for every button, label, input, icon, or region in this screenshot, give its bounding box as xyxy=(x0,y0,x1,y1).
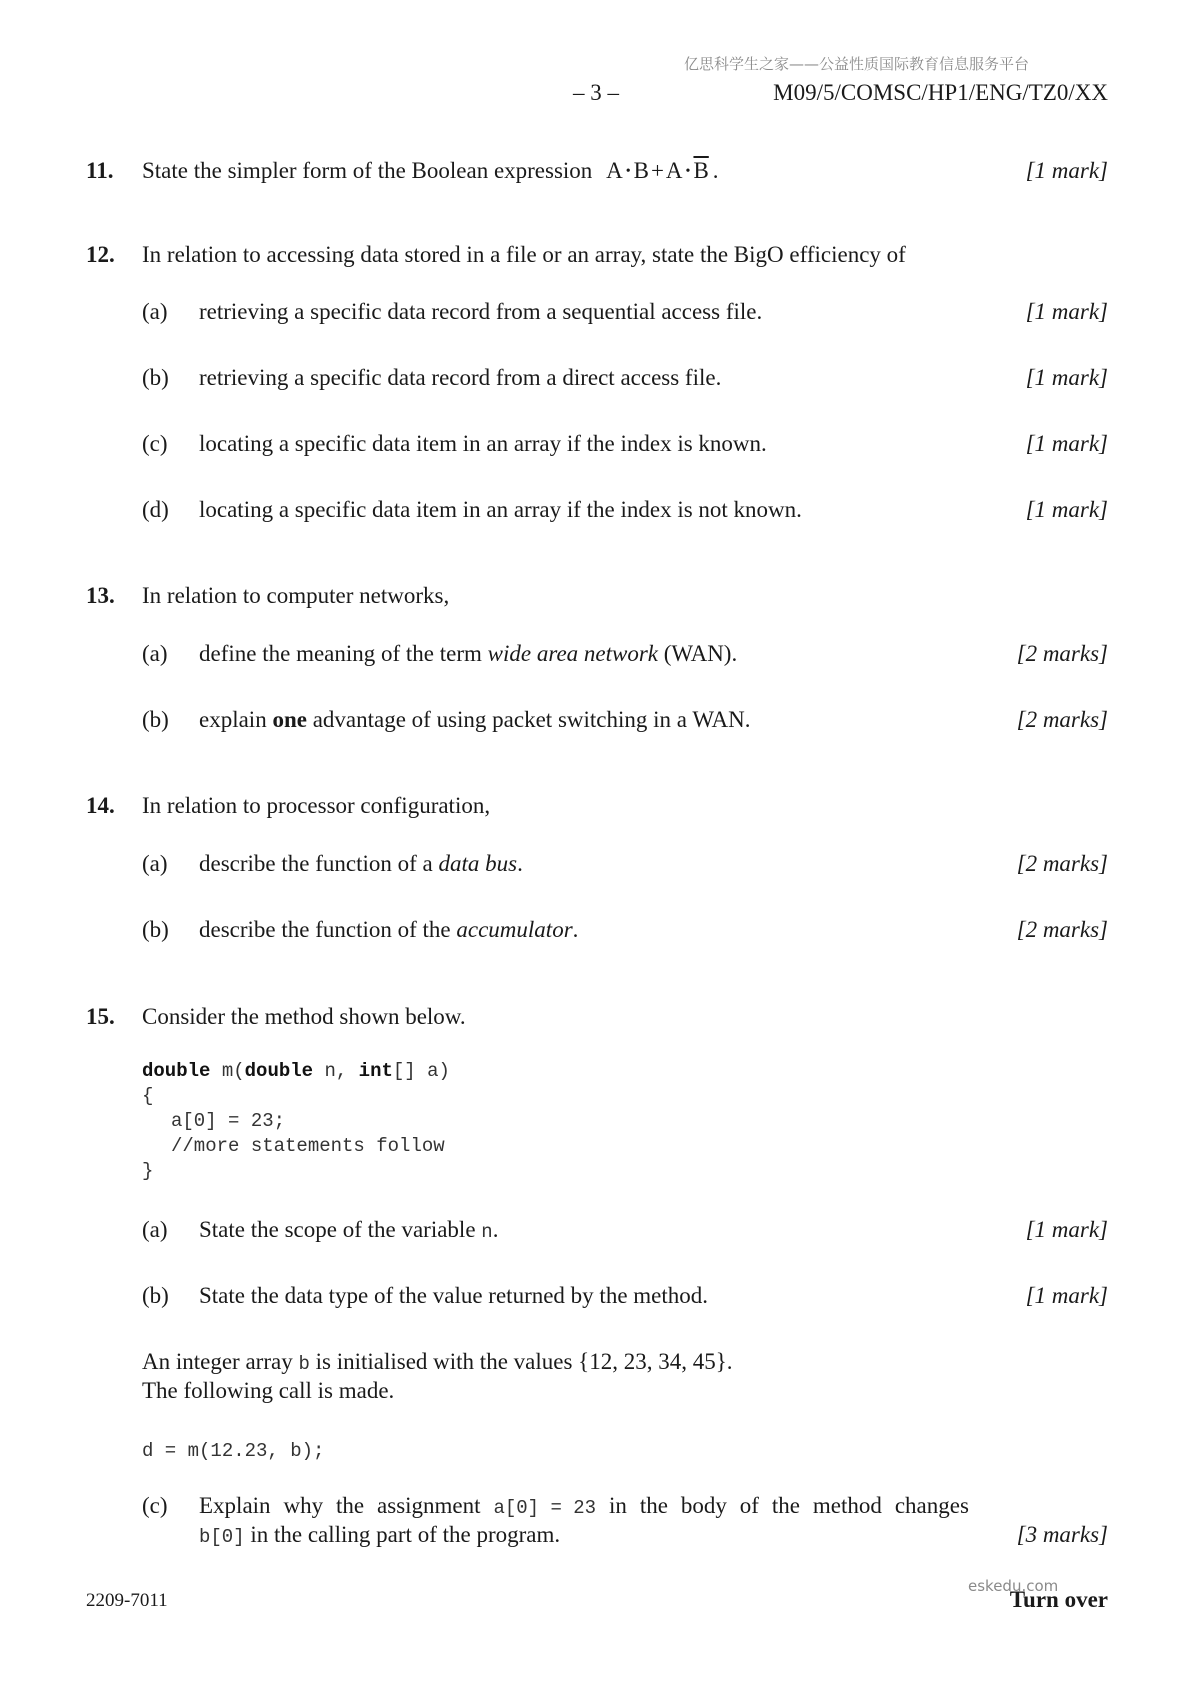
page-number: – 3 – xyxy=(573,80,619,105)
q12-part-a-text: retrieving a specific data record from a sequential access file. xyxy=(199,299,763,324)
question-13-number: 13. xyxy=(86,583,115,608)
q15-a-post: . xyxy=(492,1217,499,1242)
q13-b-pre: explain xyxy=(199,707,273,732)
q12-part-d-label: (d) xyxy=(142,497,169,522)
code-signature xyxy=(142,1060,450,1082)
expr-dot: • xyxy=(625,164,631,179)
q13-part-a-marks: [2 marks] xyxy=(1016,641,1108,666)
c-w4: assignment xyxy=(377,1493,481,1518)
q13-part-a-text xyxy=(199,641,737,667)
q15-part-c-line-2 xyxy=(199,1522,560,1548)
expr-a2: A xyxy=(665,158,683,183)
q15-part-c-line-1 xyxy=(199,1493,969,1519)
q15-para1-var: b xyxy=(298,1353,310,1375)
c-w1: Explain xyxy=(199,1493,271,1518)
question-13-intro: In relation to computer networks, xyxy=(142,583,450,608)
expr-b: B xyxy=(633,158,649,183)
expr-end: . xyxy=(712,158,719,183)
code-line-2: //more statements follow xyxy=(171,1135,445,1157)
q13-part-b-label: (b) xyxy=(142,707,169,732)
q14-part-b-text xyxy=(199,917,578,943)
q13-a-post: (WAN). xyxy=(658,641,738,666)
q15-part-c-marks: [3 marks] xyxy=(1016,1522,1108,1547)
boolean-expression xyxy=(606,158,718,183)
question-11-number: 11. xyxy=(86,158,114,183)
expr-dot2: • xyxy=(685,164,691,179)
c-w5: in xyxy=(609,1493,627,1518)
q14-a-term: data bus xyxy=(438,851,518,876)
q15-part-b-label: (b) xyxy=(142,1283,169,1308)
c-w3: the xyxy=(336,1493,365,1518)
q12-part-c-marks: [1 mark] xyxy=(1025,431,1108,456)
question-12-number: 12. xyxy=(86,242,115,267)
c-w7: body xyxy=(680,1493,727,1518)
q15-para1-pre: An integer array xyxy=(142,1349,299,1374)
expr-b-bar: $\overline{B}$ xyxy=(693,158,709,183)
c-w6: the xyxy=(639,1493,668,1518)
c-w9: the xyxy=(771,1493,800,1518)
q14-b-pre: describe the function of the xyxy=(199,917,457,942)
code-kw-int: int xyxy=(358,1060,393,1082)
expr-a: A xyxy=(606,158,623,183)
footer-code: 2209-7011 xyxy=(86,1590,168,1611)
q12-part-c-text: locating a specific data item in an array if the index is known. xyxy=(199,431,767,456)
q12-part-b-text: retrieving a specific data record from a direct access file. xyxy=(199,365,722,390)
q13-a-term: wide area network xyxy=(487,641,659,666)
question-11 xyxy=(142,158,719,184)
q14-part-b-label: (b) xyxy=(142,917,169,942)
q14-part-a-marks: [2 marks] xyxy=(1016,851,1108,876)
question-15-intro: Consider the method shown below. xyxy=(142,1004,466,1029)
q12-part-d-text: locating a specific data item in an array if the index is not known. xyxy=(199,497,802,522)
q14-part-a-label: (a) xyxy=(142,851,168,876)
code-call: d = m(12.23, b); xyxy=(142,1440,325,1462)
q12-part-b-label: (b) xyxy=(142,365,169,390)
q15-part-a-marks: [1 mark] xyxy=(1025,1217,1108,1242)
code-kw-double: double xyxy=(142,1060,211,1082)
q14-b-post: . xyxy=(572,917,579,942)
c-w11: changes xyxy=(894,1493,969,1518)
watermark-bottom: eskedu.com xyxy=(968,1577,1059,1595)
exam-code: M09/5/COMSC/HP1/ENG/TZ0/XX xyxy=(773,80,1108,105)
c-line2: in the calling part of the program. xyxy=(244,1522,561,1547)
q13-part-b-text xyxy=(199,707,750,733)
q14-b-term: accumulator xyxy=(456,917,573,942)
code-close-brace: } xyxy=(142,1160,154,1182)
q13-b-post: advantage of using packet switching in a WAN. xyxy=(306,707,751,732)
question-15-number: 15. xyxy=(86,1004,115,1029)
code-m: m( xyxy=(210,1060,245,1082)
c-w8: of xyxy=(739,1493,759,1518)
watermark-top: 亿思科学生之家——公益性质国际教育信息服务平台 xyxy=(684,55,1030,73)
q14-a-pre: describe the function of a xyxy=(199,851,439,876)
q14-part-a-text xyxy=(199,851,523,877)
c-code2: b[0] xyxy=(199,1526,245,1548)
q12-part-a-marks: [1 mark] xyxy=(1025,299,1108,324)
question-14-number: 14. xyxy=(86,793,115,818)
q13-a-pre: define the meaning of the term xyxy=(199,641,488,666)
q15-para1-post: is initialised with the values {12, 23, 34, 45}. xyxy=(309,1349,733,1374)
q12-part-a-label: (a) xyxy=(142,299,168,324)
c-w2: why xyxy=(283,1493,324,1518)
q15-paragraph-2: The following call is made. xyxy=(142,1378,395,1403)
code-kw-double2: double xyxy=(244,1060,314,1082)
q13-part-b-marks: [2 marks] xyxy=(1016,707,1108,732)
question-11-marks: [1 mark] xyxy=(1025,158,1108,183)
q13-b-bold: one xyxy=(272,707,307,732)
expr-plus: + xyxy=(650,158,664,183)
q12-part-b-marks: [1 mark] xyxy=(1025,365,1108,390)
q12-part-c-label: (c) xyxy=(142,431,168,456)
q15-paragraph-1 xyxy=(142,1349,732,1375)
code-line-1: a[0] = 23; xyxy=(171,1110,286,1132)
code-arr: [] a) xyxy=(392,1060,450,1082)
code-n: n, xyxy=(313,1060,359,1082)
question-12-intro: In relation to accessing data stored in a file or an array, state the BigO efficiency of xyxy=(142,242,906,267)
q15-part-c-label: (c) xyxy=(142,1493,168,1518)
q15-part-b-text: State the data type of the value returned by the method. xyxy=(199,1283,709,1308)
q13-part-a-label: (a) xyxy=(142,641,168,666)
q15-part-b-marks: [1 mark] xyxy=(1025,1283,1108,1308)
question-14-intro: In relation to processor configuration, xyxy=(142,793,491,818)
q15-part-a-text xyxy=(199,1217,498,1243)
turn-over: Turn over xyxy=(1009,1587,1108,1612)
code-open-brace: { xyxy=(142,1085,154,1107)
q15-a-pre: State the scope of the variable xyxy=(199,1217,482,1242)
q14-part-b-marks: [2 marks] xyxy=(1016,917,1108,942)
q15-a-var: n xyxy=(481,1221,493,1243)
q12-part-d-marks: [1 mark] xyxy=(1025,497,1108,522)
question-11-text: State the simpler form of the Boolean expression xyxy=(142,158,593,183)
c-code1: a[0] = 23 xyxy=(493,1497,597,1519)
c-w10: method xyxy=(812,1493,882,1518)
q15-part-a-label: (a) xyxy=(142,1217,168,1242)
q14-a-post: . xyxy=(517,851,523,876)
